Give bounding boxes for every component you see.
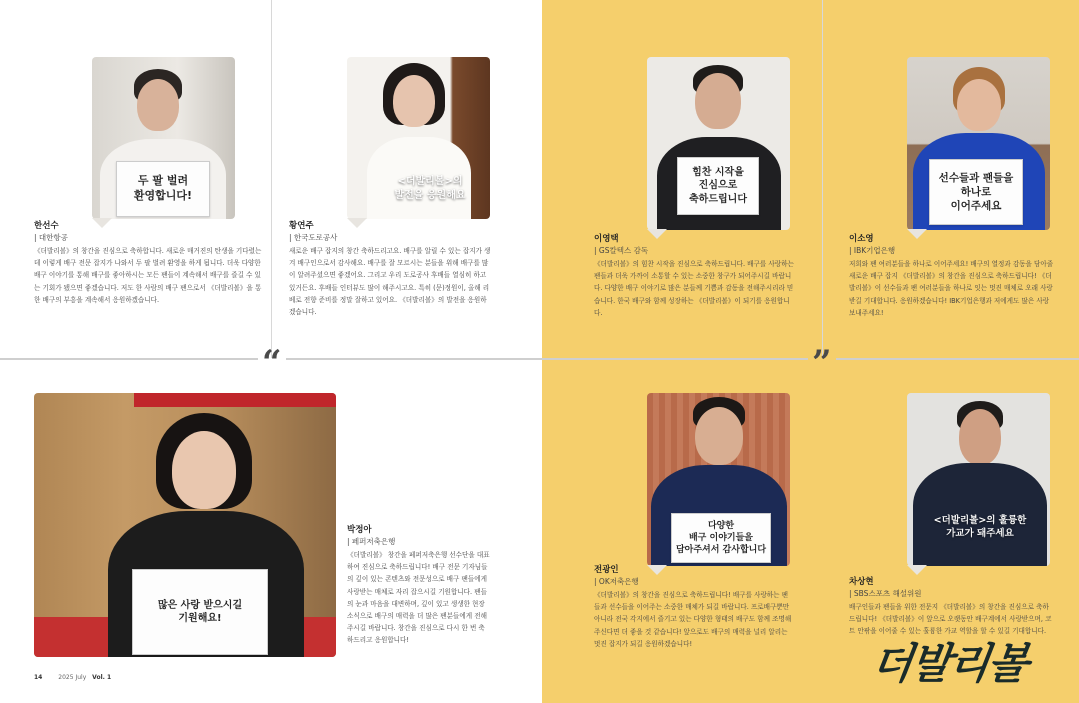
issue-volume: Vol. 1 [92,674,112,681]
person-name: 차상현 [849,577,874,587]
message-sign: 힘찬 시작을 진심으로 축하드립니다 [677,157,759,215]
congrats-message: 《더발리볼》의 힘찬 시작을 진심으로 축하드립니다. 배구를 사랑하는 팬들과 더욱 가까이 소통할 수 있는 소중한 창구가 되어주시길 바랍니다. 다양한 배구 이야기로 많은 분들께 기쁨과 감동을 전해주시리라 믿습니다. 한국 배구와 함께 성장하는 《더발리볼》이 되기를 응원합니다. [594,260,794,317]
person-team: | OK저축은행 [594,577,639,586]
row-divider [0,358,258,360]
portrait-photo [907,393,1050,566]
message-block [849,576,1055,638]
message-block [347,524,491,647]
person-name: 이소영 [849,234,874,244]
magazine-logo: 더발리볼 [868,639,1030,688]
portrait-photo [647,57,790,230]
speech-tail [907,565,927,575]
congrats-message: 《더발리볼》의 창간을 진심으로 축하드립니다! 배구를 사랑하는 팬들과 선수들을 이어주는 소중한 매체가 되길 바랍니다. 프로배구뿐만 아니라 전국 각지에서 즐기고 있는 다양한 형태의 배구도 함께 조명해주신다면 더 좋을 것 같습니다! 앞으로도 배구의 매력을 널리 알리는 멋진 잡지가 되길 응원하겠습니다! [594,591,792,648]
portrait-photo [34,393,336,657]
page-footer [34,674,111,681]
person-team: | 대한항공 [34,233,68,242]
close-quote-icon: ” [812,343,832,383]
message-sign: <더발리볼>의 훌륭한 가교가 돼주세요 [933,515,1027,539]
person-team: | SBS스포츠 해설위원 [849,589,922,598]
person-team: | 페퍼저축은행 [347,537,396,546]
message-block [594,233,794,319]
congrats-message: 《더발리볼》 창간을 페퍼저축은행 선수단을 대표하여 진심으로 축하드립니다! 배구 전문 기자님들의 깊이 있는 콘텐츠와 전문성으로 배구 팬들에게 사랑받는 매체로 자리 잡으시길 기원합니다. 팬들의 눈과 마음을 대변하며, 깊이 있고 생생한 현장 소식으로 배구의 매력을 더 많은 팬분들에게 전해 주시길 바랍니다. 창간을 진심으로 다시 한 번 축하드리고 응원합니다! [347,551,490,645]
portrait-photo [347,57,490,219]
message-block [289,220,492,318]
person-team: | 한국도로공사 [289,233,338,242]
message-sign: 두 팔 벌려 환영합니다! [116,161,210,217]
message-sign: 다양한 배구 이야기들을 담아주셔서 감사합니다 [671,513,771,563]
person-name: 이영택 [594,234,619,244]
message-block [594,564,794,650]
person-team: | GS칼텍스 감독 [594,246,649,255]
issue-date: 2025 July [58,674,87,681]
portrait-photo [907,57,1050,230]
portrait-photo [647,393,790,566]
message-block [34,220,264,306]
congrats-message: 저희와 팬 여러분들을 하나로 이어주세요! 배구의 열정과 감동을 담아줄 새로운 배구 잡지 《더발리볼》의 창간을 진심으로 축하드립니다! 《더발리볼》이 선수들과 팬 여러분들을 하나로 잇는 멋진 매체로 오래 사랑받길 기대합니다. 응원하겠습니다! IBK기업은행과 저에게도 많은 사랑 보내주세요! [849,260,1054,317]
message-block [849,233,1057,319]
page-number: 14 [34,674,43,681]
portrait-photo [92,57,235,219]
person-name: 황연주 [289,221,314,231]
open-quote-icon: “ [262,343,282,383]
person-name: 전광인 [594,565,619,575]
congrats-message: 새로운 배구 잡지의 창간 축하드리고요. 배구를 알릴 수 있는 잡지가 생겨 배구인으로서 감사해요. 배구를 잘 모르시는 분들을 위해 배구를 많이 알려주셨으면 좋겠어요. 그리고 우리 도로공사 후배들 열심히 하고 있거든요. 후배들 인터뷰도 많이 해주시고요. 특히 (문)정원이, 올해 리베로 전향 준비를 정말 잘하고 있어요. 《더발리볼》의 발전을 응원하겠습니다. [289,247,491,317]
row-divider [836,358,1079,360]
row-divider [286,358,808,360]
person-name: 한선수 [34,221,59,231]
message-sign: 많은 사랑 받으시길 기원해요! [132,569,268,655]
message-sign: <더발리볼>의 발전을 응원해요 [394,176,466,201]
column-divider [822,0,823,358]
column-divider [271,0,272,358]
message-sign: 선수들과 팬들을 하나로 이어주세요 [929,159,1023,225]
person-team: | IBK기업은행 [849,246,896,255]
person-name: 박정아 [347,525,372,535]
congrats-message: 배구인들과 팬들을 위한 전문지 《더발리볼》의 창간을 진심으로 축하드립니다! 《더발리볼》이 앞으로 오랫동안 배구계에서 사랑받으며, 코트 안팎을 이어줄 수 있는 훌륭한 가교 역할을 할 수 있길 기대합니다. [849,603,1052,636]
congrats-message: 《더발리볼》의 창간을 진심으로 축하합니다. 새로운 매거진의 탄생을 기다렸는데 이렇게 배구 전문 잡지가 나와서 두 팔 벌려 환영을 하게 됩니다. 더욱 다양한 배구 이야기를 통해 배구를 좋아하시는 모든 팬들이 계속해서 배구를 즐길 수 있는 기회가 됐으면 좋겠습니다. 저도 한 사람의 배구 팬으로서 《더발리볼》을 통한 배구의 부흥을 계속해서 응원하겠습니다. [34,247,262,304]
